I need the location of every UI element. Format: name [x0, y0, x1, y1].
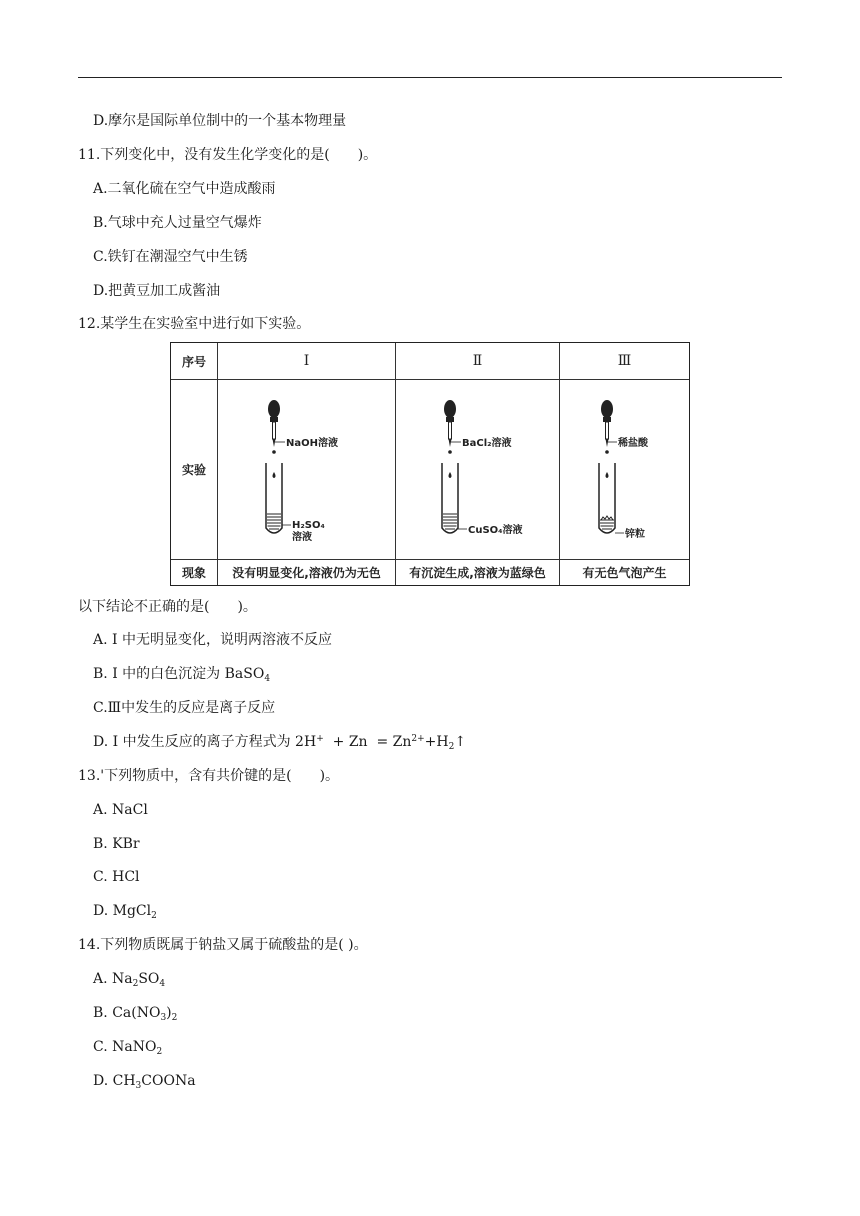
q11-option-c: C.铁钉在潮湿空气中生锈: [93, 249, 248, 265]
dropper-icon: [268, 400, 280, 454]
row-header-experiment: 实验: [181, 463, 206, 477]
row-header-number: 序号: [181, 354, 206, 369]
q13-option-a: A. NaCl: [93, 802, 148, 818]
q12-option-c: C.Ⅲ中发生的反应是离子反应: [93, 700, 276, 716]
test-tube-icon: [442, 463, 458, 533]
q11-option-a: A.二氧化硫在空气中造成酸雨: [93, 181, 276, 197]
column-2-id: Ⅱ: [472, 353, 483, 369]
q11-option-b: B.气球中充人过量空气爆炸: [93, 215, 262, 231]
column-2-phenomenon: 有沉淀生成,溶液为蓝绿色: [409, 566, 546, 580]
q11-stem: 11.下列变化中，没有发生化学变化的是( )。: [78, 147, 378, 163]
column-1-reagent-top: NaOH溶液: [286, 438, 338, 449]
q12-stem: 12.某学生在实验室中进行如下实验。: [78, 316, 311, 332]
q13-stem: 13.'下列物质中，含有共价键的是( )。: [78, 768, 340, 784]
q13-option-d: D. MgCl$_2$: [93, 903, 157, 921]
test-tube-icon: [266, 463, 282, 533]
column-3-id: Ⅲ: [617, 353, 632, 369]
q11-option-d: D.把黄豆加工成酱油: [93, 283, 221, 299]
q12-option-a: A. I 中无明显变化，说明两溶液不反应: [93, 632, 332, 648]
column-1-phenomenon: 没有明显变化,溶液仍为无色: [232, 566, 381, 580]
q13-option-c: C. HCl: [93, 869, 140, 885]
column-3-phenomenon: 有无色气泡产生: [582, 566, 667, 580]
q14-option-c: C. NaNO$_2$: [93, 1039, 163, 1057]
q14-option-a: A. $Na_2SO_4$: [93, 971, 166, 989]
column-2-reagent-bottom: CuSO₄溶液: [468, 525, 523, 536]
q12-option-d: D. I 中发生反应的离子方程式为 $2H^+ + Zn = Zn^{2+}+H_2↑$: [93, 734, 467, 752]
q14-option-b: B. $Ca(NO_3)_2$: [93, 1005, 178, 1023]
q12-prompt: 以下结论不正确的是( )。: [78, 599, 257, 615]
apparatus-drawings: [171, 343, 689, 585]
header-rule: [78, 77, 782, 78]
column-2-reagent-top: BaCl₂溶液: [462, 438, 512, 449]
dropper-icon: [444, 400, 456, 454]
row-header-phenomenon: 现象: [181, 566, 206, 580]
q13-option-b: B. KBr: [93, 836, 140, 852]
q10-option-d: D.摩尔是国际单位制中的一个基本物理量: [93, 113, 347, 129]
q12-option-b: B. I 中的白色沉淀为 BaSO$_4$: [93, 666, 271, 684]
q14-option-d: D. $CH_3COONa$: [93, 1073, 196, 1091]
column-3-reagent-bottom: 锌粒: [625, 529, 645, 540]
column-3-reagent-top: 稀盐酸: [618, 438, 648, 449]
q14-stem: 14.下列物质既属于钠盐又属于硫酸盐的是( )。: [78, 937, 368, 953]
column-1-reagent-bottom-suffix: 溶液: [292, 532, 312, 543]
test-tube-icon: [599, 463, 615, 533]
dropper-icon: [601, 400, 613, 454]
experiment-table: [170, 342, 690, 586]
column-1-id: Ⅰ: [303, 353, 310, 369]
column-1-reagent-bottom-formula: H₂SO₄: [292, 520, 325, 531]
